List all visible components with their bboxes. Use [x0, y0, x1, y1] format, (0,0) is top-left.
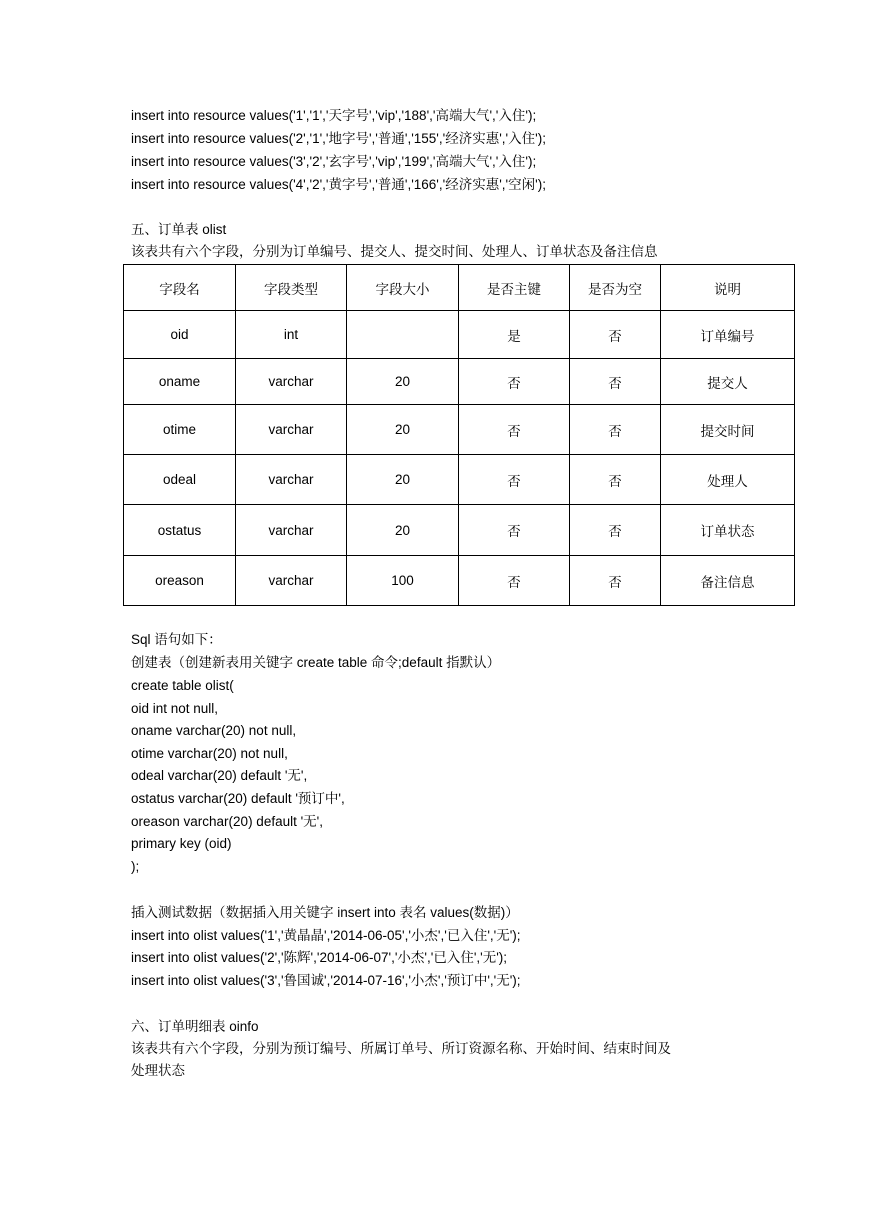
- sql-resource-insert-3: insert into resource values('3','2','玄字号','vip','199','高端大气','入住');: [131, 154, 537, 169]
- table-cell: 备注信息: [661, 556, 795, 606]
- table-cell: varchar: [236, 359, 347, 405]
- code-line: otime varchar(20) not null,: [131, 746, 288, 761]
- section-heading-olist: 五、订单表 olist: [131, 222, 227, 237]
- header-cell-field-name: 字段名: [124, 265, 236, 311]
- table-cell: oid: [124, 311, 236, 359]
- table-cell: oreason: [124, 556, 236, 606]
- sql-resource-insert-4: insert into resource values('4','2','黄字号','普通','166','经济实惠','空闲');: [131, 177, 546, 192]
- table-cell: 否: [459, 405, 570, 455]
- table-cell: varchar: [236, 505, 347, 556]
- table-cell: 20: [347, 359, 459, 405]
- sql-olist-insert-1: insert into olist values('1','黄晶晶','2014-06-05','小杰','已入住','无');: [131, 928, 521, 943]
- code-line: ostatus varchar(20) default '预订中',: [131, 791, 345, 806]
- table-cell: 否: [570, 311, 661, 359]
- table-cell: 是: [459, 311, 570, 359]
- table-cell: 否: [570, 556, 661, 606]
- table-cell: 处理人: [661, 455, 795, 505]
- code-line: odeal varchar(20) default '无',: [131, 768, 308, 783]
- table-row: [124, 556, 795, 606]
- table-cell: 否: [570, 505, 661, 556]
- code-line: oid int not null,: [131, 701, 219, 716]
- table-row: [124, 405, 795, 455]
- table-row: [124, 359, 795, 405]
- table-cell: [347, 311, 459, 359]
- code-line: );: [131, 859, 140, 874]
- create-table-note: 创建表（创建新表用关键字 create table 命令;default 指默认）: [131, 655, 501, 670]
- header-cell-nullable: 是否为空: [570, 265, 661, 311]
- table-cell: varchar: [236, 455, 347, 505]
- section-description-olist: 该表共有六个字段，分别为订单编号、提交人、提交时间、处理人、订单状态及备注信息: [131, 244, 658, 259]
- table-cell: oname: [124, 359, 236, 405]
- code-line: oname varchar(20) not null,: [131, 723, 297, 738]
- sql-resource-insert-2: insert into resource values('2','1','地字号','普通','155','经济实惠','入住');: [131, 131, 546, 146]
- table-cell: 20: [347, 455, 459, 505]
- header-cell-primary-key: 是否主键: [459, 265, 570, 311]
- table-cell: 20: [347, 405, 459, 455]
- table-cell: 订单编号: [661, 311, 795, 359]
- field-table-olist: [123, 264, 795, 606]
- header-cell-field-size: 字段大小: [347, 265, 459, 311]
- table-cell: 提交时间: [661, 405, 795, 455]
- sql-olist-insert-2: insert into olist values('2','陈辉','2014-06-07','小杰','已入住','无');: [131, 950, 508, 965]
- table-cell: 否: [459, 505, 570, 556]
- table-cell: 100: [347, 556, 459, 606]
- table-header-row: [124, 265, 795, 311]
- table-cell: odeal: [124, 455, 236, 505]
- table-cell: otime: [124, 405, 236, 455]
- section-description-oinfo-line2: 处理状态: [131, 1063, 185, 1078]
- insert-data-note: 插入测试数据（数据插入用关键字 insert into 表名 values(数据)）: [131, 905, 519, 920]
- table-cell: 否: [570, 405, 661, 455]
- section-description-oinfo-line1: 该表共有六个字段，分别为预订编号、所属订单号、所订资源名称、开始时间、结束时间及: [131, 1041, 671, 1056]
- sql-olist-insert-3: insert into olist values('3','鲁国诚','2014-07-16','小杰','预订中','无');: [131, 973, 521, 988]
- sql-resource-insert-1: insert into resource values('1','1','天字号','vip','188','高端大气','入住');: [131, 108, 537, 123]
- table-row: [124, 455, 795, 505]
- table-cell: 提交人: [661, 359, 795, 405]
- table-cell: 否: [459, 359, 570, 405]
- table-cell: varchar: [236, 405, 347, 455]
- table-cell: 订单状态: [661, 505, 795, 556]
- section-heading-oinfo: 六、订单明细表 oinfo: [131, 1019, 259, 1034]
- table-cell: ostatus: [124, 505, 236, 556]
- table-cell: 否: [570, 455, 661, 505]
- header-cell-description: 说明: [661, 265, 795, 311]
- table-cell: 否: [459, 455, 570, 505]
- code-line: primary key (oid): [131, 836, 232, 851]
- table-row: [124, 505, 795, 556]
- code-line: oreason varchar(20) default '无',: [131, 814, 323, 829]
- table-cell: 否: [459, 556, 570, 606]
- code-line: create table olist(: [131, 678, 234, 693]
- sql-intro-label: Sql 语句如下：: [131, 632, 222, 647]
- table-row: [124, 311, 795, 359]
- table-cell: int: [236, 311, 347, 359]
- table-cell: 否: [570, 359, 661, 405]
- table-cell: varchar: [236, 556, 347, 606]
- table-cell: 20: [347, 505, 459, 556]
- header-cell-field-type: 字段类型: [236, 265, 347, 311]
